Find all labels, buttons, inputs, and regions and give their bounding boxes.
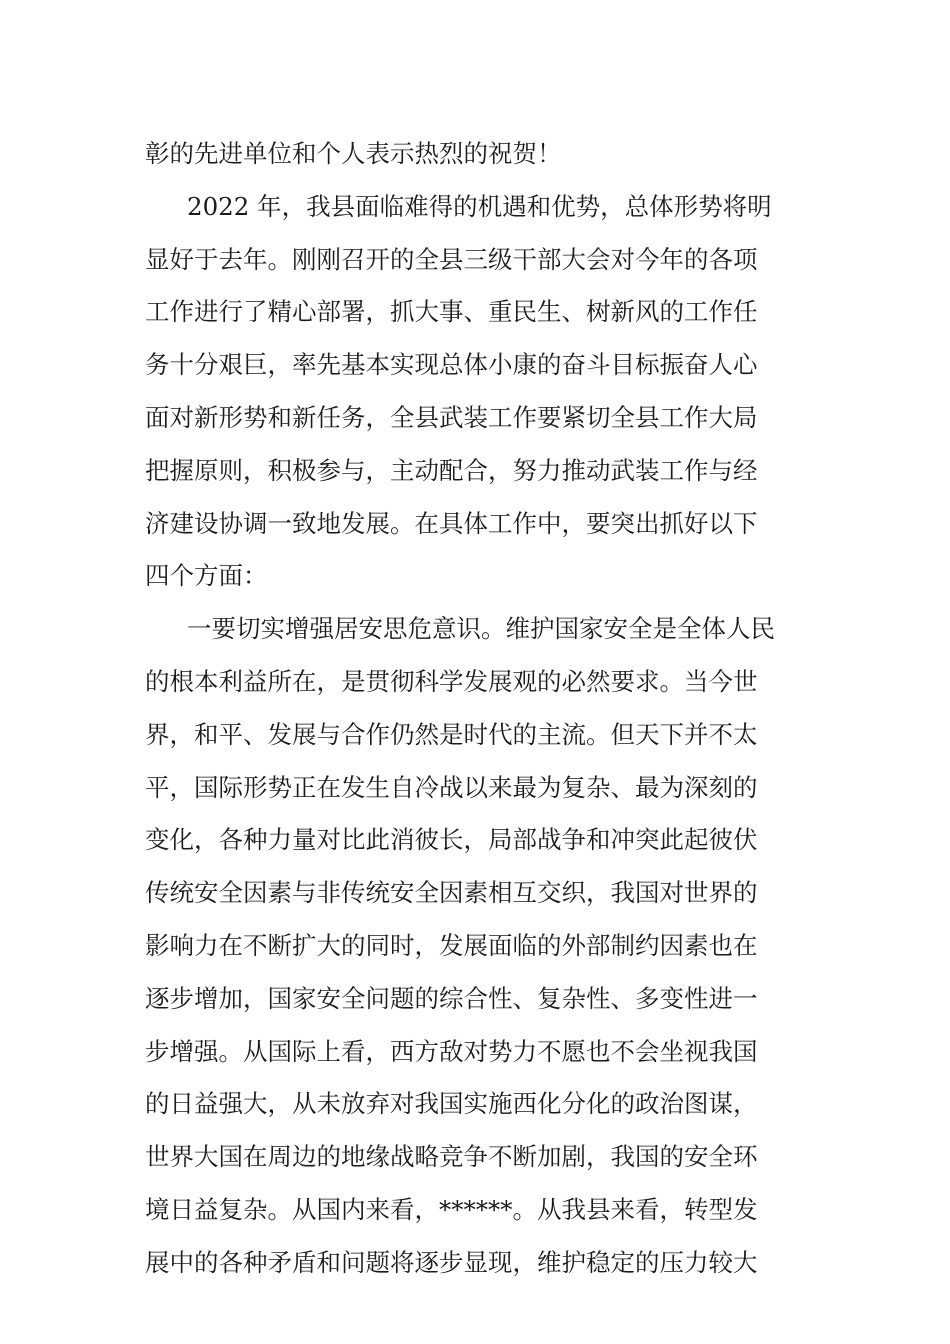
paragraph-start-line: 一要切实增强居安思危意识。维护国家安全是全体人民 <box>187 614 775 644</box>
text-line: 济建设协调一致地发展。在具体工作中，要突出抓好以下 <box>145 508 758 538</box>
text-line: 平，国际形势正在发生自冷战以来最为复杂、最为深刻的 <box>145 772 758 802</box>
text-line: 步增强。从国际上看，西方敌对势力不愿也不会坐视我国 <box>145 1036 758 1066</box>
text-line: 的根本利益所在，是贯彻科学发展观的必然要求。当今世 <box>145 666 758 696</box>
text-line: 影响力在不断扩大的同时，发展面临的外部制约因素也在 <box>145 930 758 960</box>
text-line: 的日益强大，从未放弃对我国实施西化分化的政治图谋， <box>145 1089 758 1119</box>
text-line: 境日益复杂。从国内来看，******。从我县来看，转型发 <box>145 1194 758 1224</box>
text-line: 展中的各种矛盾和问题将逐步显现，维护稳定的压力较大 <box>145 1247 758 1277</box>
text-line: 显好于去年。刚刚召开的全县三级干部大会对今年的各项 <box>145 244 758 274</box>
text-line: 界，和平、发展与合作仍然是时代的主流。但天下并不太 <box>145 719 758 749</box>
text-line: 世界大国在周边的地缘战略竞争不断加剧，我国的安全环 <box>145 1142 758 1172</box>
text-line: 把握原则，积极参与，主动配合，努力推动武装工作与经 <box>145 455 758 485</box>
text-line: 面对新形势和新任务，全县武装工作要紧切全县工作大局 <box>145 402 758 432</box>
text-line: 彰的先进单位和个人表示热烈的祝贺！ <box>145 139 562 168</box>
text-line: 四个方面： <box>145 561 268 591</box>
text-line: 逐步增加，国家安全问题的综合性、复杂性、多变性进一 <box>145 983 758 1013</box>
text-line: 务十分艰巨，率先基本实现总体小康的奋斗目标振奋人心 <box>145 350 758 380</box>
text-line: 变化，各种力量对比此消彼长，局部战争和冲突此起彼伏 <box>145 825 758 855</box>
body-text <box>145 128 810 1290</box>
text-line: 工作进行了精心部署，抓大事、重民生、树新风的工作任 <box>145 297 758 327</box>
paragraph-start-line: 2022 年，我县面临难得的机遇和优势，总体形势将明 <box>187 191 772 221</box>
text-line: 传统安全因素与非传统安全因素相互交织，我国对世界的 <box>145 878 758 908</box>
